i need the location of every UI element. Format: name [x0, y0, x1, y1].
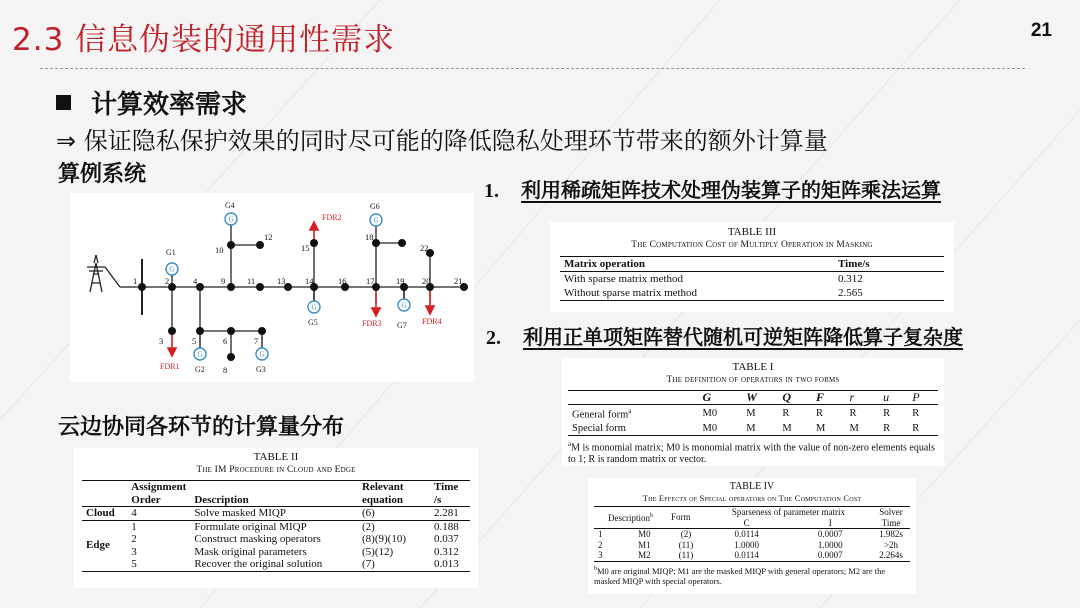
feeder-label: FDR3 [362, 319, 382, 328]
table-cell: R [883, 422, 891, 434]
table-cell: (2) [362, 520, 375, 533]
table-cell: (8)(9)(10) [362, 533, 406, 545]
item-1-heading [484, 174, 941, 203]
table-cell: M0 [702, 422, 718, 434]
table-iv-grid [594, 506, 910, 562]
table-row [82, 507, 470, 521]
table-header: Form [671, 512, 691, 523]
table-header: Q [782, 390, 792, 404]
table-header: I [828, 517, 832, 528]
table-cell: 0.188 [434, 520, 459, 533]
transmission-tower-icon [87, 255, 138, 292]
table-cell: >2h [883, 539, 899, 550]
table-row [82, 520, 470, 533]
table-row [568, 422, 938, 436]
generator-label: G3 [256, 365, 266, 374]
bus-label: 6 [223, 336, 228, 346]
example-system-label: 算例系统 [58, 162, 147, 187]
table-iv-caption-2: The Effects of Special operators on The Computation Cost [642, 493, 862, 503]
generator-label: G2 [195, 365, 205, 374]
table-i-caption-1: TABLE I [732, 361, 774, 373]
svg-text:G: G [228, 215, 234, 224]
table-header: G [702, 390, 712, 404]
table-cell: Without sparse matrix method [564, 287, 698, 299]
table-cell: (11) [678, 550, 694, 560]
table-iii-caption-2: The Computation Cost of Multiply Operation in Masking [631, 240, 873, 250]
feeder-arrow-fdr4 [426, 287, 434, 314]
distribution-label: 云边协同各环节的计算量分布 [58, 415, 345, 440]
table-cell: M2 [638, 550, 651, 560]
table-row [82, 533, 470, 546]
bus-label: 7 [254, 336, 259, 346]
table-header: Description [194, 493, 249, 506]
table-cell: 0.037 [434, 533, 459, 545]
bus-label: 16 [338, 276, 347, 286]
table-cell: (7) [362, 558, 375, 570]
table-cell: 2.264s [879, 550, 903, 560]
table-cell: M [746, 407, 756, 419]
bus-label: 17 [366, 276, 375, 286]
bus-label: 21 [454, 276, 463, 286]
section-heading [56, 84, 247, 121]
title-divider [40, 68, 1025, 69]
feeder-label: FDR1 [160, 362, 180, 371]
bus-label: 14 [305, 276, 314, 286]
table-header: u [883, 390, 890, 404]
generator-label: G4 [225, 201, 235, 210]
table-i-note: $^a$M is monomial matrix; M0 is monomial matrix with the value of non-zero elements equals to 1; R is random matrix or vector. [568, 439, 935, 465]
table-cell: 1 [131, 520, 137, 533]
table-ii [74, 448, 478, 588]
table-header [82, 481, 127, 507]
table-cell: 3 [131, 545, 137, 558]
table-header: Time /s [434, 481, 459, 506]
table-cell: 2.565 [838, 287, 863, 299]
table-iii [550, 222, 954, 312]
table-cell: M [746, 422, 756, 434]
bus-label: 9 [221, 276, 226, 286]
table-i [562, 358, 944, 466]
table-cell: M [849, 422, 859, 434]
generator-g1 [166, 263, 178, 275]
item-1-text: 利用稀疏矩阵技术处理伪装算子的矩阵乘法运算 [521, 178, 941, 202]
table-cell: Mask original parameters [194, 545, 307, 558]
table-header: Matrix operation [564, 258, 645, 270]
item-1-number: 1. [484, 180, 499, 202]
generator-label: G1 [166, 248, 176, 257]
table-cell: General form$^a$ [572, 407, 632, 421]
svg-text:G: G [197, 350, 203, 359]
table-cell: R [782, 407, 790, 419]
bus-label: 8 [223, 365, 228, 375]
page-number: 21 [1030, 20, 1052, 41]
table-header: Solver Time [879, 507, 903, 528]
table-cell: M0 [702, 407, 718, 419]
table-cell: 4 [131, 507, 137, 519]
table-cell: Recover the original solution [194, 558, 323, 570]
table-cell: 1.0000 [817, 539, 843, 550]
feeder-label: FDR4 [422, 317, 442, 326]
table-cell: 0.312 [838, 273, 863, 285]
table-row [568, 405, 938, 422]
table-cell: M0 [638, 529, 651, 539]
table-ii-caption-2: The IM Procedure in Cloud and Edge [196, 465, 356, 475]
generator-g6 [370, 214, 382, 226]
table-row [560, 286, 944, 301]
bus-label: 2 [165, 276, 170, 286]
table-row [82, 481, 470, 507]
table-cell: M [815, 422, 826, 434]
table-cell: (11) [678, 539, 694, 550]
generator-g4 [225, 213, 237, 225]
table-cell: Construct masking operators [194, 533, 321, 545]
table-i-grid [568, 390, 938, 436]
bus-nodes [138, 239, 468, 361]
table-row [82, 546, 470, 559]
table-cell: R [883, 407, 891, 419]
table-header: W [746, 390, 757, 404]
table-row [594, 550, 910, 561]
bus-label: 20 [422, 276, 431, 286]
table-cell: 0.0114 [734, 550, 759, 560]
table-cell: Edge [86, 539, 110, 552]
table-iii-grid [560, 256, 944, 301]
table-header: P [912, 390, 920, 404]
table-header: C [743, 517, 750, 528]
network-lines [135, 223, 464, 357]
table-cell: 0.0007 [817, 529, 843, 539]
bus-label: 22 [420, 243, 429, 253]
table-cell: 0.0114 [734, 529, 759, 539]
table-cell: 2 [131, 533, 137, 545]
table-header: Assignment Order [131, 481, 187, 506]
table-cell: (6) [362, 507, 375, 519]
bus-label: 5 [192, 336, 197, 346]
generator-label: G6 [370, 202, 380, 211]
generator-label: G5 [308, 318, 318, 327]
table-header: F [815, 390, 824, 404]
item-2-number: 2. [486, 327, 501, 349]
table-cell: R [849, 407, 857, 419]
table-iv-note: $^b$M0 are original MIQP; M1 are the masked MIQP with general operators; M2 are the masked MIQP with special operators. [594, 565, 886, 586]
table-header: Sparseness of parameter matrix [731, 507, 846, 517]
item-2-heading [486, 321, 963, 350]
bus-label: 3 [159, 336, 164, 346]
svg-text:G: G [401, 301, 407, 310]
table-cell: 1.982s [879, 529, 903, 539]
svg-text:G: G [259, 350, 265, 359]
table-iv-caption-1: TABLE IV [729, 481, 775, 492]
table-cell: 3 [598, 550, 603, 560]
generator-label: G7 [397, 321, 407, 330]
table-cell: 2 [598, 539, 603, 550]
table-cell: R [815, 407, 823, 419]
table-row [568, 391, 938, 405]
table-header: Relevant equation [362, 481, 404, 506]
bus-label: 15 [301, 243, 310, 253]
table-iv [588, 478, 916, 594]
bus-label: 10 [215, 245, 224, 255]
table-cell: 0.312 [434, 545, 459, 558]
svg-text:G: G [311, 303, 317, 312]
table-row [594, 540, 910, 551]
table-cell: 0.013 [434, 558, 459, 570]
section-statement: ⇒ 保证隐私保护效果的同时尽可能的降低隐私处理环节带来的额外计算量 [56, 127, 828, 155]
section-heading-text: 计算效率需求 [91, 90, 248, 120]
bus-label: 18 [365, 232, 374, 242]
bus-label: 19 [396, 276, 405, 286]
table-cell: (2) [680, 529, 692, 539]
table-row [594, 529, 910, 540]
table-header: r [849, 390, 855, 404]
table-cell: With sparse matrix method [564, 273, 684, 285]
bus-label: 4 [193, 276, 198, 286]
table-ii-grid [82, 480, 470, 572]
bus-label: 13 [277, 276, 286, 286]
bus-label: 11 [247, 276, 256, 286]
table-cell: 1.0000 [734, 539, 760, 550]
table-iii-caption-1: TABLE III [727, 226, 777, 238]
table-row [82, 558, 470, 571]
item-2-text: 利用正单项矩阵替代随机可逆矩阵降低算子复杂度 [523, 325, 963, 349]
table-cell: Solve masked MIQP [194, 507, 286, 519]
system-diagram [70, 193, 474, 382]
svg-text:G: G [169, 265, 175, 274]
table-cell: 2.281 [434, 507, 459, 519]
table-header [568, 391, 698, 405]
table-row [594, 507, 910, 518]
feeder-label: FDR2 [322, 213, 342, 222]
table-cell: M [782, 422, 792, 434]
table-row [560, 272, 944, 287]
bullet-square-icon [56, 95, 71, 110]
svg-text:G: G [373, 216, 379, 225]
table-row [560, 257, 944, 272]
table-cell: M1 [638, 539, 651, 550]
table-cell: R [912, 422, 920, 434]
table-header: Description$^b$ [608, 513, 653, 524]
table-cell: 0.0007 [817, 550, 843, 560]
table-i-caption-2: The definition of operators in two forms [666, 375, 840, 385]
table-cell: Special form [572, 422, 626, 434]
table-header: Time/s [838, 258, 870, 270]
bus-label: 1 [133, 276, 138, 286]
slide-title: 2.3 信息伪装的通用性需求 [12, 22, 396, 58]
table-cell: 5 [131, 558, 137, 570]
feeder-arrow-fdr3 [372, 287, 380, 316]
table-cell: (5)(12) [362, 545, 394, 558]
table-cell: R [912, 407, 920, 419]
table-cell: Cloud [86, 507, 115, 519]
bus-label: 12 [264, 232, 273, 242]
table-cell: Formulate original MIQP [194, 520, 307, 533]
table-ii-caption-1: TABLE II [253, 451, 299, 463]
table-cell: 1 [598, 529, 603, 539]
